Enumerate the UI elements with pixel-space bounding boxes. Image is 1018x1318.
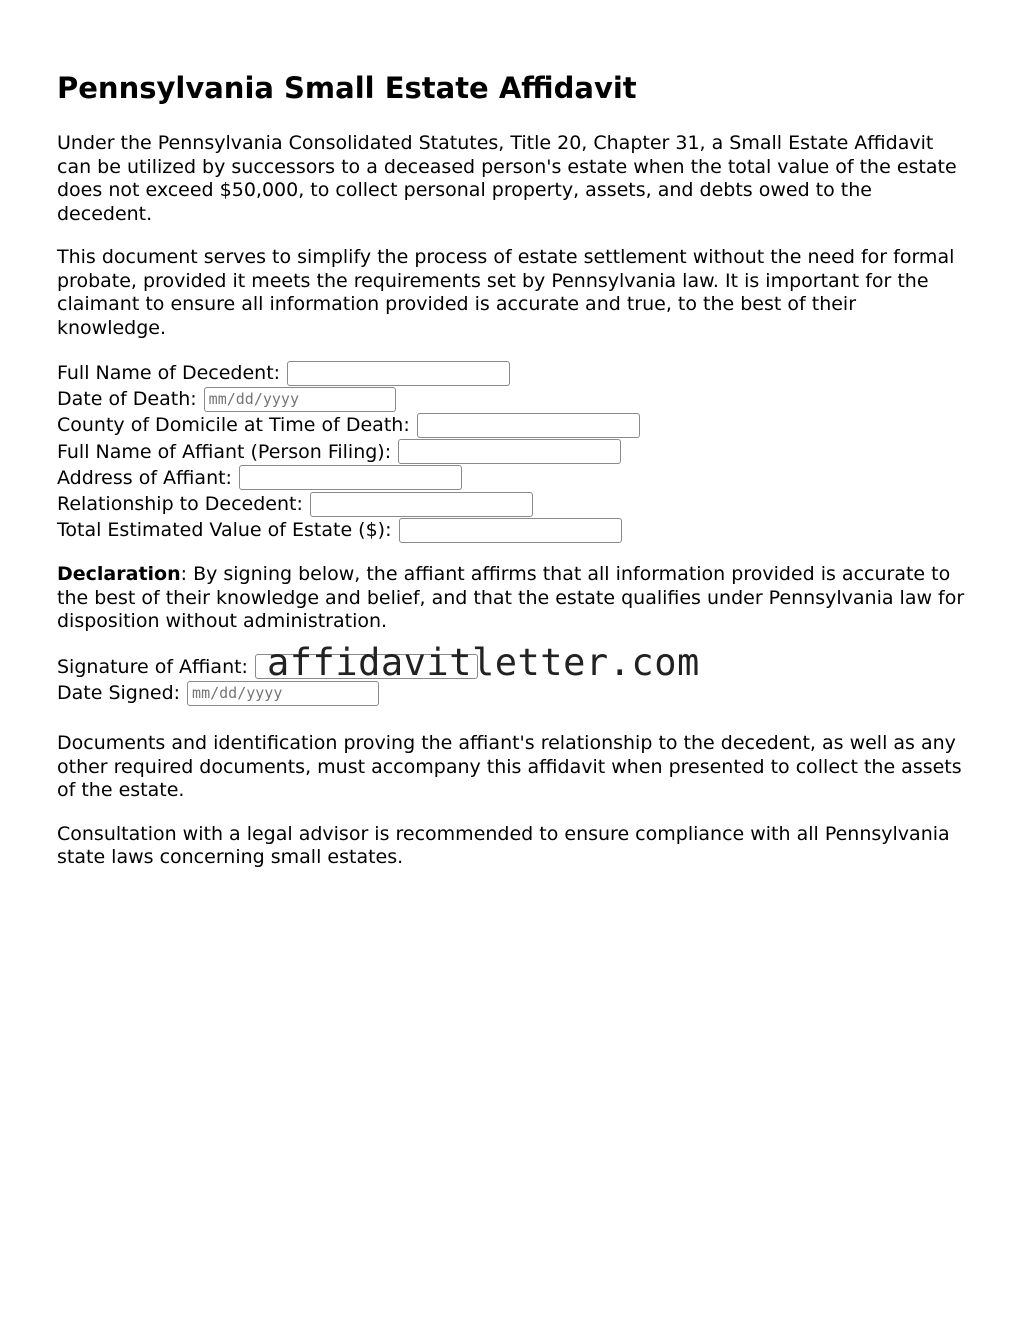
intro-paragraph-1: Under the Pennsylvania Consolidated Statutes, Title 20, Chapter 31, a Small Estate Affidavit can be utilized by successors to a deceased person's estate when the total value of the estate does not exceed $50,000, to collect personal property, assets, and debts owed to the decedent. [57, 132, 957, 225]
estate-value-row [57, 517, 967, 543]
date-signed-label: Date Signed: [57, 682, 181, 705]
date-of-death-row [57, 386, 967, 412]
affiant-address-row [57, 465, 967, 491]
affiant-name-label: Full Name of Affiant (Person Filing): [57, 440, 392, 463]
affiant-address-label: Address of Affiant: [57, 466, 232, 489]
decedent-name-label: Full Name of Decedent: [57, 362, 281, 385]
closing-paragraph-1: Documents and identification proving the affiant's relationship to the decedent, as well as any other required documents, must accompany this affidavit when presented to collect the assets of the estate. [57, 732, 962, 802]
page-title: Pennsylvania Small Estate Affidavit [57, 71, 637, 105]
county-label: County of Domicile at Time of Death: [57, 414, 410, 437]
affiant-name-row [57, 439, 967, 465]
intro-paragraph-2: This document serves to simplify the process of estate settlement without the need for formal probate, provided it meets the requirements set by Pennsylvania law. It is important for the claimant to ensure all information provided is accurate and true, to the best of their knowledge. [57, 246, 955, 339]
decedent-name-input[interactable] [287, 361, 510, 386]
closing-paragraph-2: Consultation with a legal advisor is recommended to ensure compliance with all Pennsylvania state laws concerning small estates. [57, 822, 950, 869]
date-of-death-input[interactable] [204, 387, 396, 412]
declaration-heading: Declaration [57, 563, 181, 586]
county-input[interactable] [417, 413, 640, 438]
relationship-row [57, 491, 967, 517]
decedent-name-row [57, 360, 967, 386]
estate-value-input[interactable] [399, 518, 622, 543]
signature-input[interactable] [255, 654, 478, 679]
date-signed-row [57, 680, 967, 706]
date-signed-input[interactable] [187, 681, 379, 706]
decedent-info-form [57, 360, 967, 543]
declaration-paragraph [57, 563, 967, 634]
signature-label: Signature of Affiant: [57, 655, 248, 678]
estate-value-label: Total Estimated Value of Estate ($): [57, 519, 392, 542]
document-page [57, 70, 967, 890]
affiant-name-input[interactable] [398, 439, 621, 464]
watermark-text: affidavitletter.com [267, 640, 700, 684]
date-of-death-label: Date of Death: [57, 388, 197, 411]
relationship-input[interactable] [310, 492, 533, 517]
county-row [57, 412, 967, 438]
relationship-label: Relationship to Decedent: [57, 493, 303, 516]
signature-form [57, 640, 967, 706]
declaration-text: : By signing below, the affiant affirms that all information provided is accurate to the best of their knowledge and belief, and that the estate qualifies under Pennsylvania law for disposition without administration. [57, 563, 965, 633]
signature-row [57, 654, 967, 680]
affiant-address-input[interactable] [239, 465, 462, 490]
